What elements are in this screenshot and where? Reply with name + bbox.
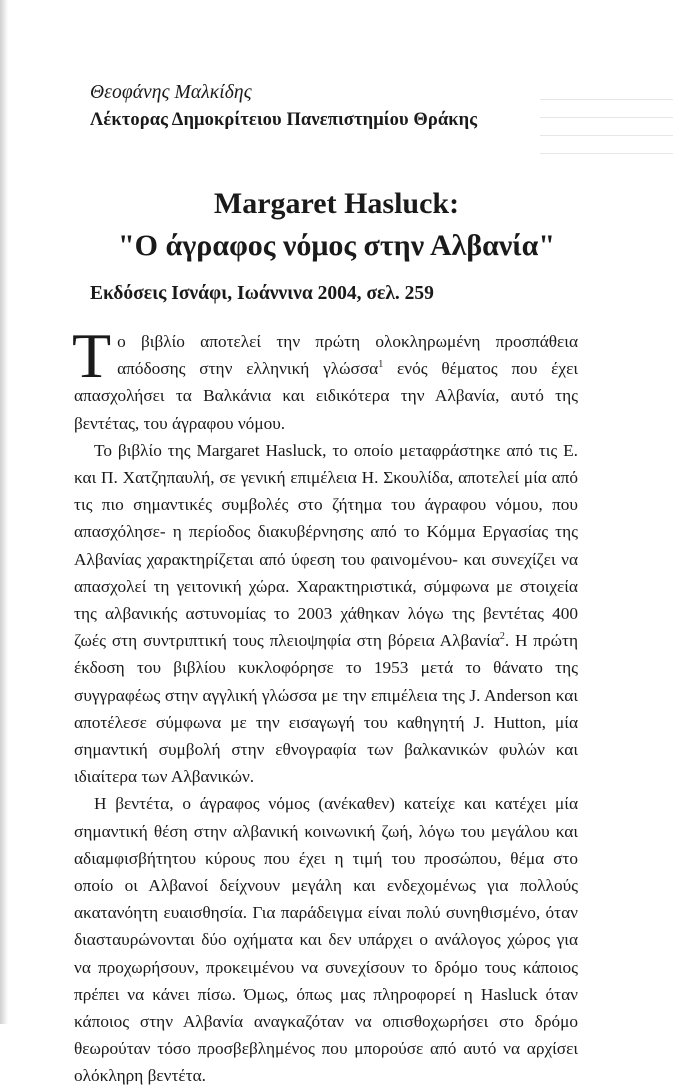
review-title-line-2: "Ο άγραφος νόμος στην Αλβανία" (118, 229, 555, 262)
paragraph-2-text-a: Το βιβλίο της Margaret Hasluck, το οποίο μεταφράστηκε από τις Ε. και Π. Χατζηπαυλή, σε γενική επιμέλεια Η. Σκουλίδα, αποτελεί μία από τις πιο σημαντικές συμβολές στο ζήτημα του άγραφου νόμου, που απασχόλησε- η περίοδος διακυβέρνησης από το Κόμμα Εργασίας της Αλβανίας χαρακτηρίζεται από ύφεση του φαινομένου- και συνεχίζει να απασχολεί τη γειτονική χώρα. Χαρακτηριστικά, σύμφωνα με στοιχεία της αλβανικής αστυνομίας το 2003 χάθηκαν λόγω της βεντέτας 400 ζωές στη συντριπτική τους πλειοψηφία στη βόρεια Αλβανία (74, 440, 578, 651)
paragraph-1-text-a: ο βιβλίο αποτελεί την πρώτη ολοκληρωμένη προσπάθεια απόδοσης στην ελληνική γλώσσα (117, 332, 578, 379)
paragraph-1-text-b: ενός θέματος που έχει απασχολήσει τα Βαλκάνια και ειδικότερα την Αλβανία, αυτό της βεντέτας, του άγραφου νόμου. (74, 359, 579, 433)
paragraph-2-text-b: . Η πρώτη έκδοση του βιβλίου κυκλοφόρησε το 1953 μετά το θάνατο της συγγραφέως στην αγγλική γλώσσα με την επιμέλεια της J. Anderson και αποτέλεσε σύμφωνα με την εισαγωγή του καθηγητή J. Hutton, μία σημαντική συμβολή στην εθνογραφία των βαλκανικών φυλών και ιδιαίτερα των Αλβανικών. (74, 631, 578, 787)
footnote-ref-1[interactable]: 1 (378, 359, 384, 371)
paragraph-1 (72, 320, 579, 437)
drop-cap: Τ (72, 320, 112, 391)
publication-info: Εκδόσεις Ισνάφι, Ιωάννινα 2004, σελ. 259 (90, 283, 434, 304)
footnote-ref-2[interactable]: 2 (499, 631, 505, 643)
paragraph-2 (74, 437, 578, 791)
page-edge-shadow (0, 0, 8, 1024)
bleed-through-lines (540, 82, 673, 172)
author-affiliation: Λέκτορας Δημοκρίτειου Πανεπιστημίου Θράκης (90, 110, 478, 130)
review-title-line-1: Margaret Hasluck: (213, 187, 460, 220)
paragraph-3: Η βεντέτα, ο άγραφος νόμος (ανέκαθεν) κατείχε και κατέχει μία σημαντική θέση στην αλβανική κοινωνική ζωή, λόγω του μεγάλου και αδιαμφισβήτητου κύρους που έχει η τιμή του προσώπου, θέμα στο οποίο οι Αλβανοί δείχνουν μεγάλη και ενδεχομένως για πολλούς ακατανόητη ευαισθησία. Για παράδειγμα είναι πολύ συνηθισμένο, όταν διασταυρώνονται δύο οχήματα και δεν υπάρχει ο ανάλογος χώρος για να προχωρήσουν, προκειμένου να συνεχίσουν το δρόμο τους κάποιος πρέπει να κάνει πίσω. Όμως, όπως μας πληροφορεί η Hasluck όταν κάποιος στην Αλβανία αναγκαζόταν να οπισθοχωρήσει στο δρόμο θεωρούταν τόσο προσβεβλημένος που μπορούσε από αυτό να αρχίσει ολόκληρη βεντέτα. (74, 794, 578, 1086)
author-name: Θεοφάνης Μαλκίδης (90, 82, 252, 103)
article-body (72, 320, 579, 1090)
